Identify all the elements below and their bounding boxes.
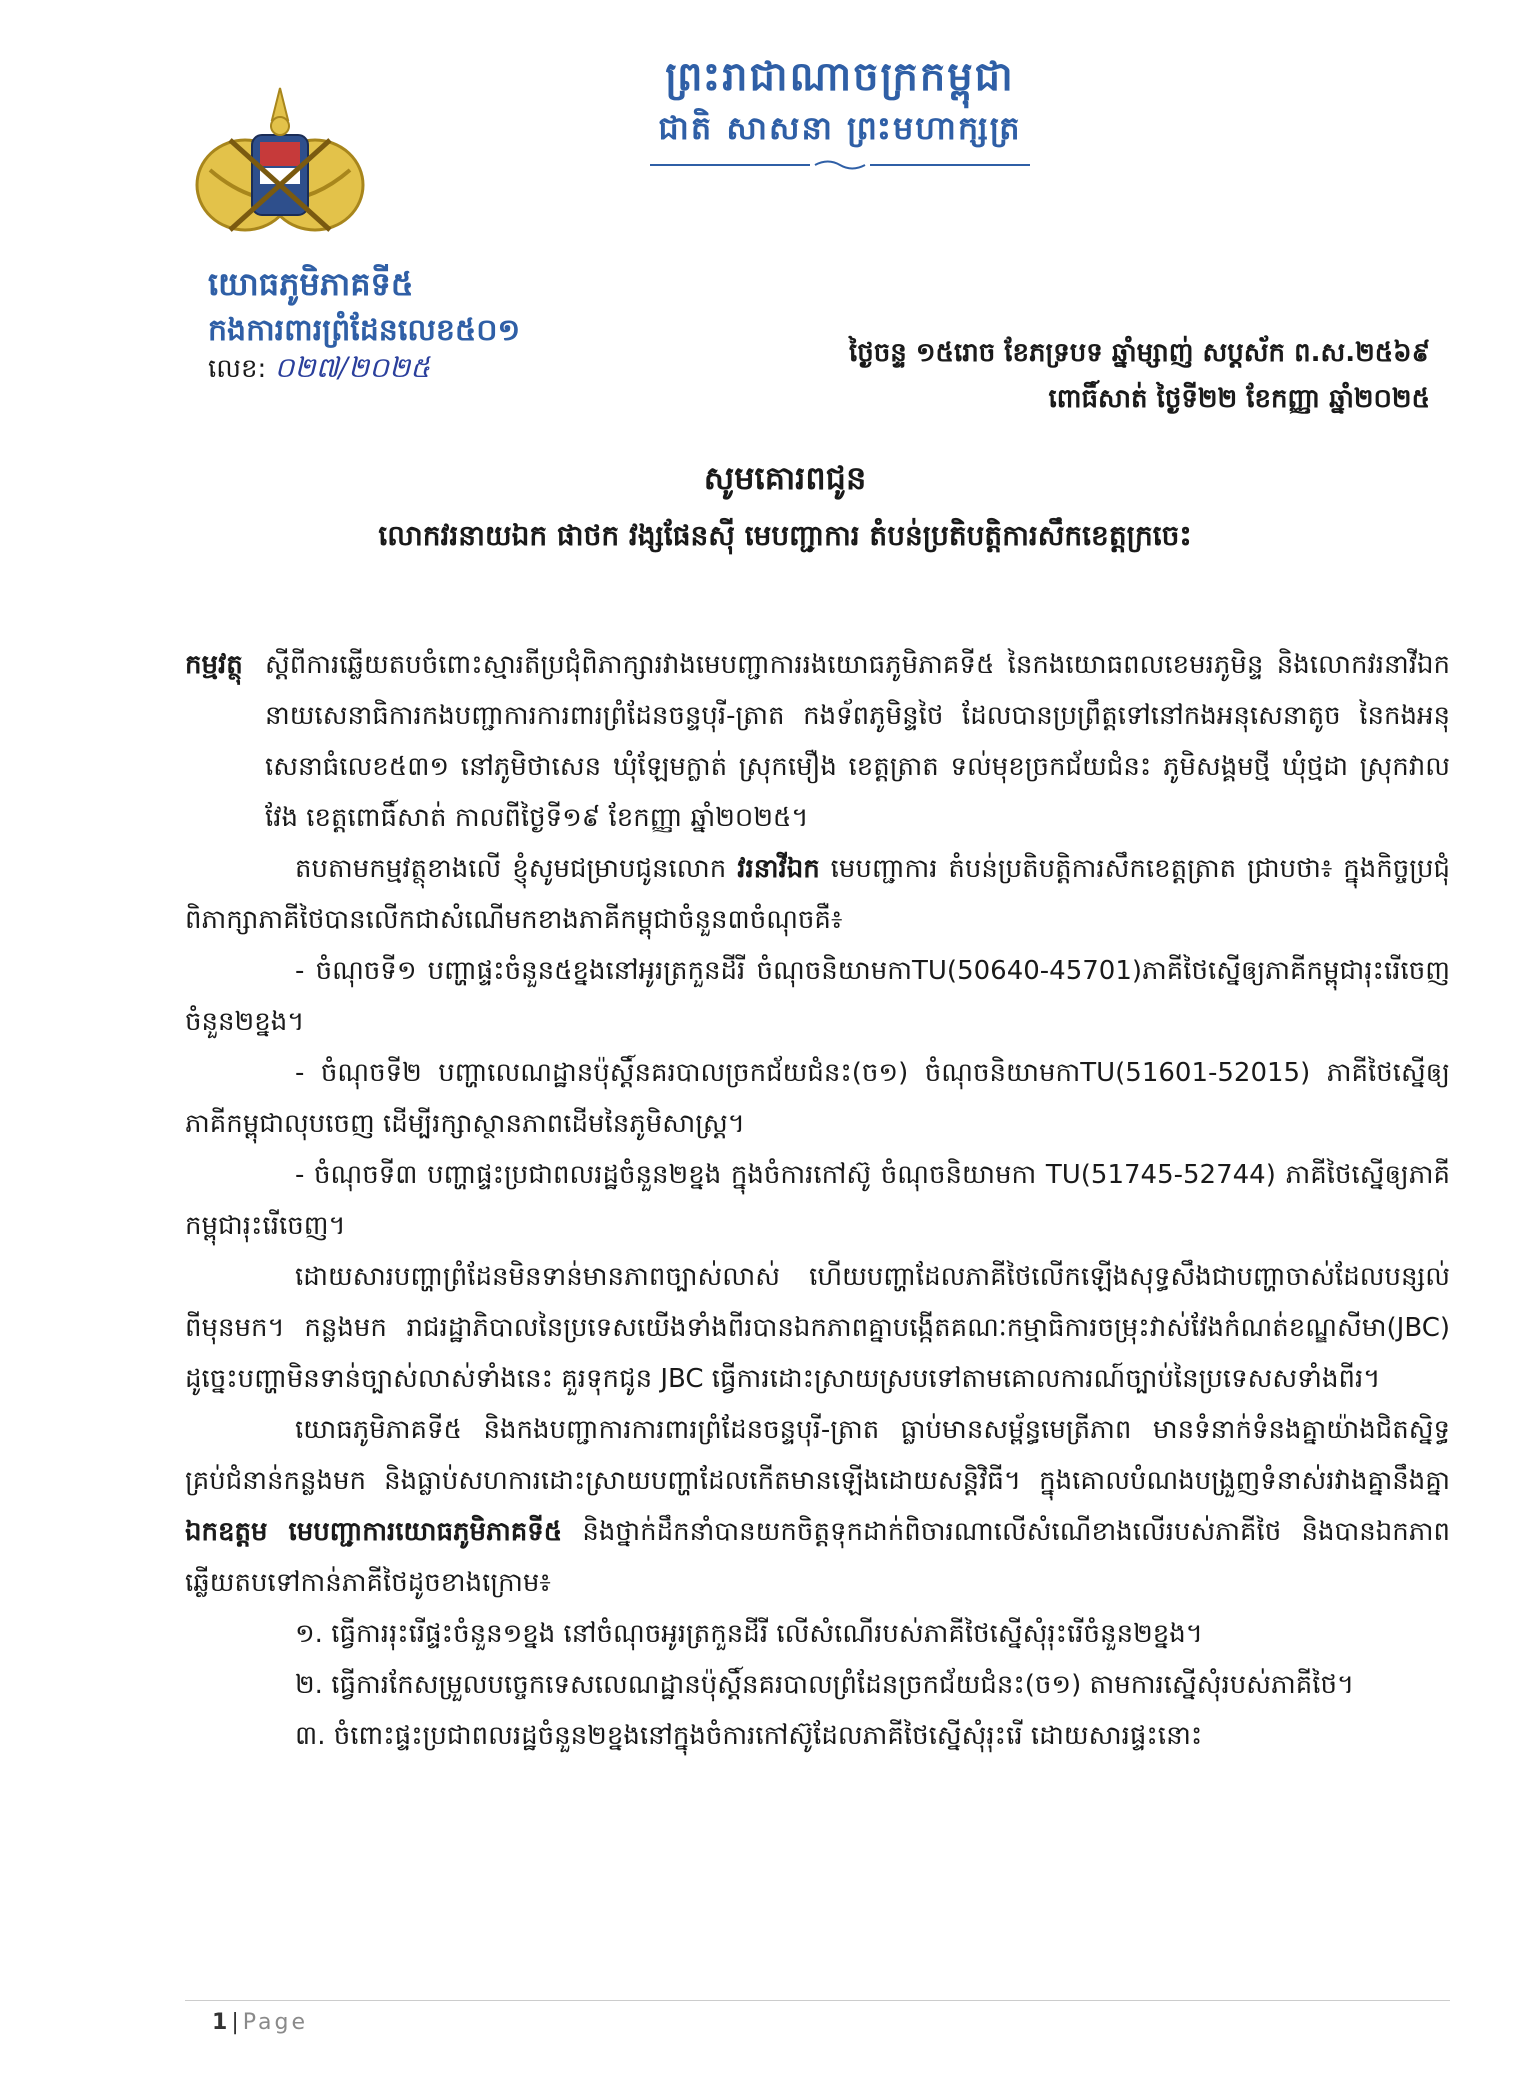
subject-text: ស្តីពីការឆ្លើយតបចំពោះស្មារតីប្រជុំពិភាក្សារវាងមេបញ្ជាការរងយោធភូមិភាគទី៥ នៃកងយោធពលខេមរភូមិន្ទ និងលោកវរនាវីឯកនាយសេនាធិការកងបញ្ជាការការពារព្រំដែនចន្ទបុរី-ត្រាត កងទ័ពភូមិន្ទថៃ ដែលបានប្រព្រឹត្តទៅនៅកងអនុសេនាតូច នៃកងអនុសេនាធំលេខ៥៣១ នៅភូមិថាសេន ឃុំឡែមក្លាត់ ស្រុកមឿង ខេត្តត្រាត ទល់មុខច្រកជ័យជំនះ ភូមិសង្គមថ្មី ឃុំថ្មដា ស្រុកវាលវែង ខេត្តពោធិ៍សាត់ កាលពីថ្ងៃទី១៩ ខែកញ្ញា ឆ្នាំ២០២៥។ <box>265 650 1450 833</box>
date-block <box>849 330 1430 422</box>
footer-rule <box>185 2000 1450 2001</box>
ornament-divider-icon <box>650 158 1030 172</box>
bullet-item: - ចំណុចទី១ បញ្ហាផ្ទះចំនួន៥ខ្នងនៅអូរត្រកួនដីរី ចំណុចនិយាមកាTU(50640-45701)ភាគីថៃស្នើឲ្យភាគីកម្ពុជារុះរើចេញចំនួន២ខ្នង។ <box>185 956 1450 1037</box>
page-label: Page <box>242 2010 308 2035</box>
response-item: ២. ធ្វើការកែសម្រួលបច្ចេកទេសលេណដ្ឋានប៉ុស្តិ៍នគរបាលព្រំដែនច្រកជ័យជំនះ(ច១) តាមការស្នើសុំរបស់ភាគីថៃ។ <box>295 1670 1355 1700</box>
paragraph-jbc: ដោយសារបញ្ហាព្រំដែនមិនទាន់មានភាពច្បាស់លាស់ ហើយបញ្ហាដែលភាគីថៃលើកឡើងសុទ្ធសឹងជាបញ្ហាចាស់ដែលបន្សល់ពីមុនមក។ កន្លងមក រាជរដ្ឋាភិបាលនៃប្រទេសយើងទាំងពីរបានឯកភាពគ្នាបង្កើតគណៈកម្មាធិការចម្រុះវាស់វែងកំណត់ខណ្ឌសីមា(JBC) ដូច្នេះបញ្ហាមិនទាន់ច្បាស់លាស់ទាំងនេះ គួរទុកជូន JBC ធ្វើការដោះស្រាយស្របទៅតាមគោលការណ៍ច្បាប់នៃប្រទេសសទាំងពីរ។ <box>185 1262 1450 1394</box>
page-separator: | <box>231 2010 239 2035</box>
emblem-icon <box>190 80 370 250</box>
kingdom-header <box>560 50 1120 176</box>
sub-unit-name: កងការពារព្រំដែនលេខ៥០១ <box>208 313 521 348</box>
unit-name: យោធភូមិភាគទី៥ <box>208 265 414 303</box>
reference-value: ០២៧/២០២៥ <box>274 351 430 384</box>
date-solar: ពោធិ៍សាត់ ថ្ងៃទី២២ ខែកញ្ញា ឆ្នាំ២០២៥ <box>1048 384 1430 414</box>
page-number: 1 <box>212 2010 228 2035</box>
subject-paragraph <box>185 640 1450 844</box>
page-footer <box>212 2010 308 2035</box>
national-motto: ជាតិ សាសនា ព្រះមហាក្សត្រ <box>658 109 1022 147</box>
subject-label: កម្មវត្ថុ <box>185 650 243 680</box>
issuing-unit <box>208 260 520 354</box>
letter-body <box>185 640 1450 1762</box>
paragraph-intro-rest: មេបញ្ជាការ តំបន់ប្រតិបត្តិការសឹកខេត្តត្រាត ជ្រាបថា៖ ក្នុងកិច្ចប្រជុំពិភាក្សាភាគីថៃបានលើកជាសំណើមកខាងភាគីកម្ពុជាចំនួន៣ចំណុចគឺ៖ <box>185 854 1450 935</box>
reference-number <box>208 348 430 389</box>
bullet-item: - ចំណុចទី២ បញ្ហាលេណដ្ឋានប៉ុស្តិ៍នគរបាលច្រកជ័យជំនះ(ច១) ចំណុចនិយាមកាTU(51601-52015) ភាគីថៃស្នើឲ្យភាគីកម្ពុជាលុបចេញ ដើម្បីរក្សាស្ថានភាពដើមនៃភូមិសាស្ត្រ។ <box>185 1058 1450 1139</box>
date-lunar: ថ្ងៃចន្ទ ១៥រោច ខែភទ្របទ ឆ្នាំម្សាញ់ សប្តស័ក ព.ស.២៥៦៩ <box>849 338 1430 368</box>
kingdom-title: ព្រះរាជាណាចក្រកម្ពុជា <box>665 54 1015 100</box>
addressee-title: សូមគោរពជូន <box>703 459 867 497</box>
paragraph-relations <box>185 1405 1450 1609</box>
document-page <box>40 0 1530 2094</box>
addressee-line: លោកវរនាយឯក ផាថក វង្សផែនស៊ី មេបញ្ជាការ តំបន់ប្រតិបត្តិការសឹកខេត្តក្រចេះ <box>378 519 1192 552</box>
reference-label: លេខ: <box>208 354 267 384</box>
bullet-item: - ចំណុចទី៣ បញ្ហាផ្ទះប្រជាពលរដ្ឋចំនួន២ខ្នង ក្នុងចំការកៅស៊ូ ចំណុចនិយាមកា TU(51745-52744) ភាគីថៃស្នើឲ្យភាគីកម្ពុជារុះរើចេញ។ <box>185 1160 1450 1241</box>
response-item: ១. ធ្វើការរុះរើផ្ទះចំនួន១ខ្នង នៅចំណុចអូរត្រកួនដីរី លើសំណើរបស់ភាគីថៃស្នើសុំរុះរើចំនួន២ខ្នង។ <box>295 1619 1203 1649</box>
response-item: ៣. ចំពោះផ្ទះប្រជាពលរដ្ឋចំនួន២ខ្នងនៅក្នុងចំការកៅស៊ូដែលភាគីថៃស្នើសុំរុះរើ ដោយសារផ្ទះនោះ <box>295 1721 1203 1751</box>
paragraph-intro <box>185 844 1450 946</box>
paragraph-relations-text: យោធភូមិភាគទី៥ និងកងបញ្ជាការការពារព្រំដែនចន្ទបុរី-ត្រាត ធ្លាប់មានសម្ព័ន្ធមេត្រីភាព មានទំនាក់ទំនងគ្នាយ៉ាងជិតស្និទ្ធគ្រប់ជំនាន់កន្លងមក និងធ្លាប់សហការដោះស្រាយបញ្ហាដែលកើតមានឡើងដោយសន្តិវិធី។ ក្នុងគោលបំណងបង្រួញទំនាស់រវាងគ្នានឹងគ្នា <box>185 1415 1450 1496</box>
paragraph-relations-rest: និងថ្នាក់ដឹកនាំបានយកចិត្តទុកដាក់ពិចារណាលើសំណើខាងលើរបស់ភាគីថៃ និងបានឯកភាពឆ្លើយតបទៅកាន់ភាគីថៃដូចខាងក្រោម៖ <box>185 1517 1450 1598</box>
paragraph-intro-bold: វរនាវីឯក <box>737 854 820 884</box>
paragraph-intro-text: តបតាមកម្មវត្ថុខាងលើ ខ្ញុំសូមជម្រាបជូនលោក <box>295 854 738 884</box>
paragraph-relations-bold: ឯកឧត្តម មេបញ្ជាការយោធភូមិភាគទី៥ <box>185 1517 563 1547</box>
